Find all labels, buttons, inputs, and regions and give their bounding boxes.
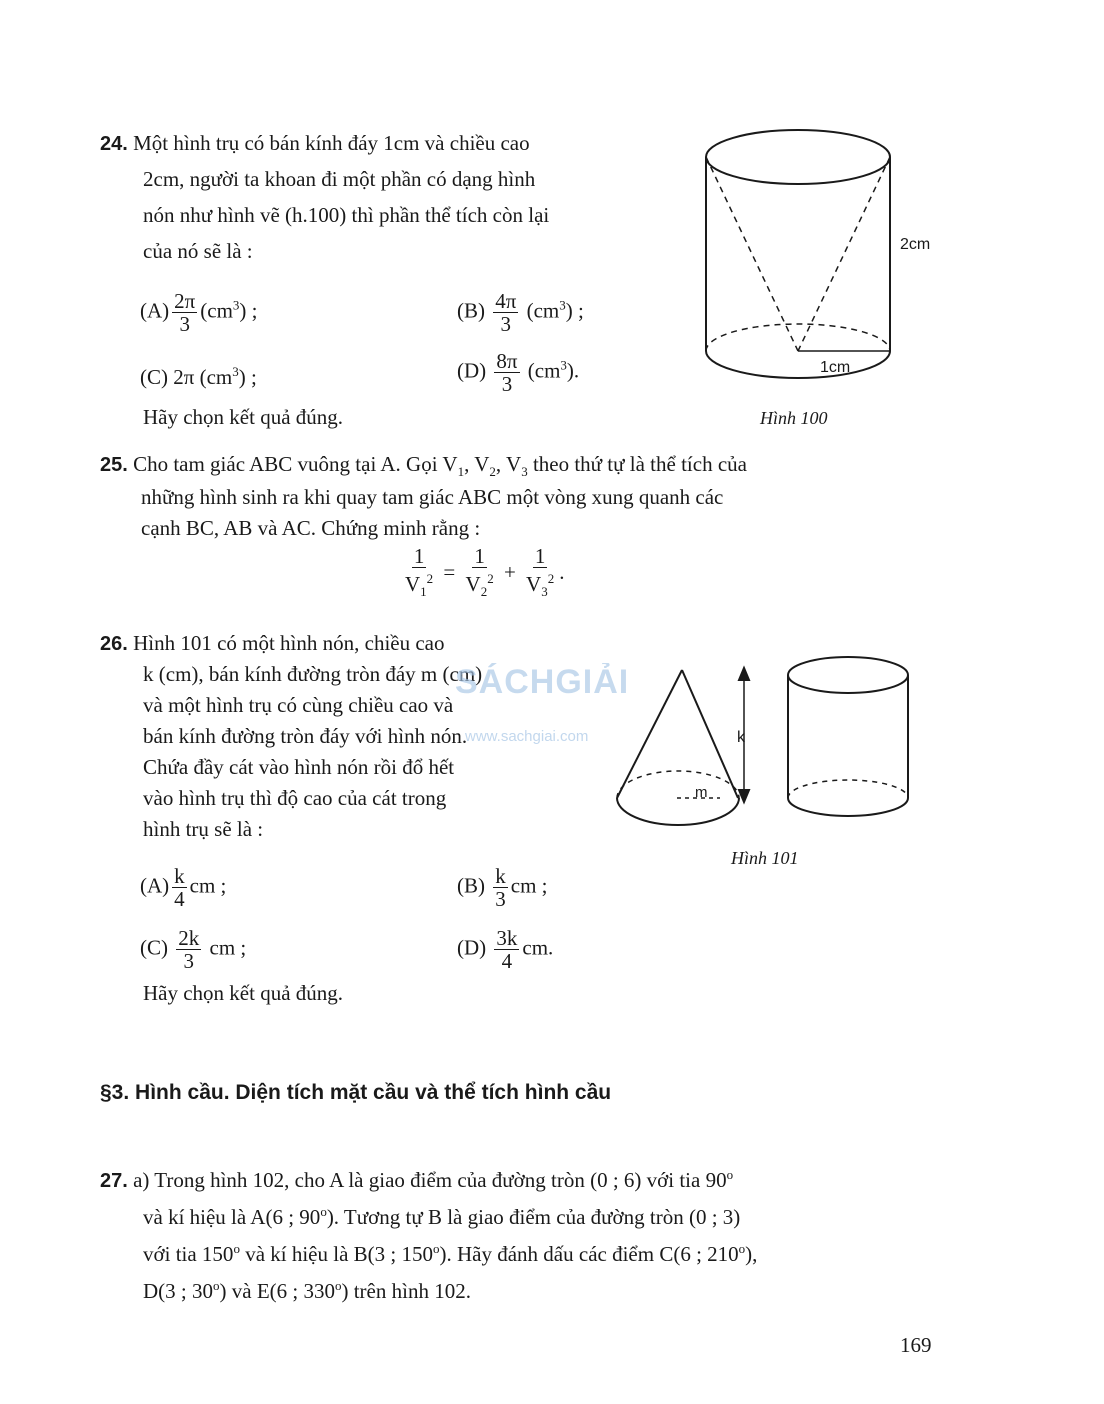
problem-25-line-3: cạnh BC, AB và AC. Chứng minh rằng :	[141, 516, 481, 540]
problem-27-number: 27.	[100, 1170, 128, 1192]
problem-24-line-4: của nó sẽ là :	[143, 239, 253, 263]
page-number: 169	[900, 1333, 932, 1357]
k-label: k	[737, 729, 745, 746]
problem-25-number: 25.	[100, 454, 128, 476]
problem-26-line-2: k (cm), bán kính đường tròn đáy m (cm)	[143, 662, 483, 686]
figure-101-caption: Hình 101	[731, 848, 799, 868]
problem-26-number: 26.	[100, 633, 128, 655]
fraction: $\frac{k}{4}$	[174, 864, 185, 911]
m-label: m	[695, 784, 708, 801]
problem-24-option-a: (A) $\frac{2\pi}{3}$ $(cm^3)$ ;	[140, 289, 258, 336]
problem-24-line-3: nón như hình vẽ (h.100) thì phần thể tích còn lại	[143, 203, 550, 227]
problem-27-line-1: 27. a) Trong hình 102, cho A là giao điểm của đường tròn (0 ; 6) với tia 90$^o$	[100, 1167, 734, 1192]
problem-26-option-c: (C) $\frac{2k}{3}$ cm ;	[140, 926, 247, 973]
figure-101-cone-and-cylinder	[605, 648, 925, 838]
section-heading: §3. Hình cầu. Diện tích mặt cầu và thể tích hình cầu	[100, 1081, 612, 1104]
fraction: $\frac{1}{V_2^2}$	[465, 544, 494, 600]
problem-27-line-4: D(3 ; 30$^o$) và E(6 ; 330$^o$) trên hình 102.	[143, 1278, 471, 1303]
fraction: $\frac{1}{V_1^2}$	[405, 544, 434, 600]
problem-24-option-d: (D) $\frac{8\pi}{3}$ $(cm^3)$.	[457, 349, 580, 396]
problem-26-line-4: bán kính đường tròn đáy với hình nón.	[143, 724, 468, 748]
problem-24-instruction: Hãy chọn kết quả đúng.	[143, 405, 344, 429]
problem-24-option-b: (B) $\frac{4\pi}{3}$ $(cm^3)$ ;	[457, 289, 584, 336]
fraction: $\frac{3k}{4}$	[496, 926, 518, 973]
problem-24-line-2: 2cm, người ta khoan đi một phần có dạng hình	[143, 167, 536, 191]
problem-26-option-b: (B) $\frac{k}{3}$ cm ;	[457, 864, 548, 911]
problem-24-option-c: (C) 2π $(cm^3)$ ;	[140, 364, 257, 389]
fraction: $\frac{2\pi}{3}$	[174, 289, 196, 336]
problem-27-line-3: với tia 150$^o$ và kí hiệu là B(3 ; 150$^o$). Hãy đánh dấu các điểm C(6 ; 210$^o$),	[143, 1241, 758, 1266]
problem-24-line-1: 24. Một hình trụ có bán kính đáy 1cm và chiều cao	[100, 131, 530, 155]
problem-26-line-7: hình trụ sẽ là :	[143, 817, 264, 841]
fraction: $\frac{4\pi}{3}$	[495, 289, 517, 336]
fraction: $\frac{k}{3}$	[495, 864, 506, 911]
radius-label: 1cm	[820, 359, 851, 376]
fraction: $\frac{8\pi}{3}$	[496, 349, 518, 396]
fraction: $\frac{2k}{3}$	[178, 926, 200, 973]
problem-27-line-2: và kí hiệu là A(6 ; 90$^o$). Tương tự B là giao điểm của đường tròn (0 ; 3)	[143, 1204, 741, 1229]
figure-100-caption: Hình 100	[760, 408, 828, 428]
problem-26-instruction: Hãy chọn kết quả đúng.	[143, 981, 344, 1005]
problem-25-line-1: 25. Cho tam giác ABC vuông tại A. Gọi $V_1$, $V_2$, $V_3$ theo thứ tự là thể tích của	[100, 452, 747, 480]
height-label: 2cm	[900, 236, 931, 253]
problem-25-line-2: những hình sinh ra khi quay tam giác ABC một vòng xung quanh các	[141, 485, 724, 509]
problem-25-formula: $\frac{1}{V_1^2}$ = $\frac{1}{V_2^2}$ + $\frac{1}{V_3^2}$ .	[400, 545, 564, 603]
fraction: $\frac{1}{V_3^2}$	[526, 544, 555, 600]
problem-26-line-1: 26. Hình 101 có một hình nón, chiều cao	[100, 631, 445, 655]
problem-26-line-6: vào hình trụ thì độ cao của cát trong	[143, 786, 447, 810]
problem-26-line-5: Chứa đầy cát vào hình nón rồi đổ hết	[143, 755, 455, 779]
watermark-url: www.sachgiai.com	[465, 728, 589, 745]
problem-24-number: 24.	[100, 133, 128, 155]
problem-26-line-3: và một hình trụ có cùng chiều cao và	[143, 693, 454, 717]
figure-100-cylinder-drill	[695, 115, 955, 415]
watermark-logo: SÁCHGIẢI	[455, 663, 630, 701]
problem-26-option-d: (D) $\frac{3k}{4}$ cm.	[457, 926, 554, 973]
problem-26-option-a: (A) $\frac{k}{4}$ cm ;	[140, 864, 227, 911]
